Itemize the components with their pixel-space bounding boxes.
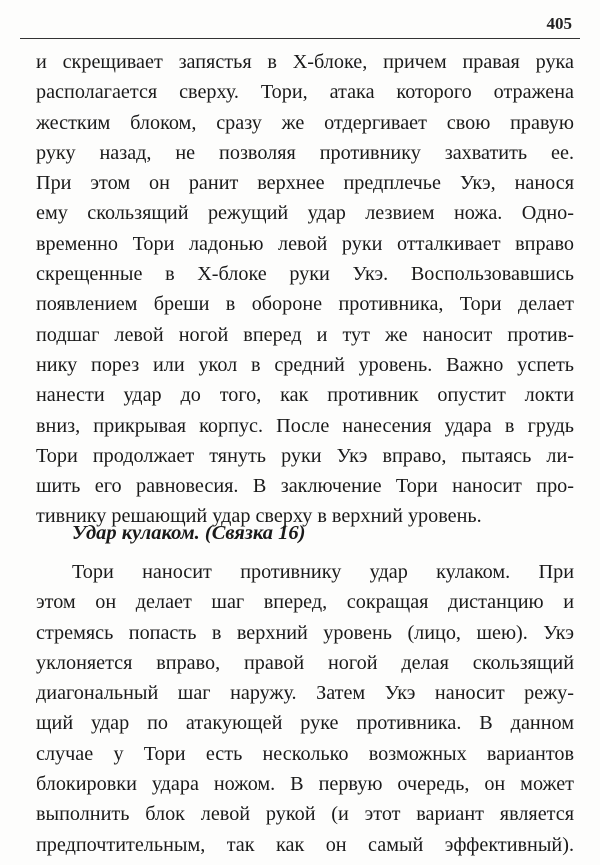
- text-line: стремясь попасть в верхний уровень (лицо, шею). Укэ: [36, 621, 574, 644]
- paragraph-punch: [36, 557, 574, 860]
- text-line: щий удар по атакующей руке противника. В данном: [36, 712, 574, 735]
- text-line: При этом он ранит верхнее предплечье Укэ, нанося: [36, 172, 574, 195]
- text-line: руку назад, не позволяя противнику захватить ее.: [36, 141, 574, 164]
- text-line: ему скользящий режущий удар лезвием ножа. Одно-: [36, 202, 574, 225]
- text-line: тивнику решающий удар сверху в верхний уровень.: [36, 505, 482, 528]
- text-line: жестким блоком, сразу же отдергивает свою правую: [36, 111, 574, 134]
- text-line: скрещенные в Х-блоке руки Укэ. Воспользовавшись: [36, 263, 574, 286]
- page-number: 405: [546, 14, 572, 33]
- text-line: подшаг левой ногой вперед и тут же наносит против-: [36, 323, 574, 346]
- text-line: уклоняется вправо, правой ногой делая скользящий: [36, 651, 574, 674]
- text-line: и скрещивает запястья в Х-блоке, причем правая рука: [36, 51, 574, 73]
- text-line: этом он делает шаг вперед, сокращая дистанцию и: [36, 591, 574, 614]
- page-header: [20, 8, 580, 39]
- text-line: выполнить блок левой рукой (и этот вариант является: [36, 803, 574, 826]
- text-line: случае у Тори есть несколько возможных вариантов: [36, 742, 574, 765]
- text-line: появлением бреши в обороне противника, Тори делает: [36, 293, 574, 316]
- text-line: вниз, прикрывая корпус. После нанесения удара в грудь: [36, 414, 574, 437]
- paragraph-knife-defense: [36, 47, 574, 532]
- text-line: нику порез или укол в средний уровень. Важно успеть: [36, 353, 574, 376]
- text-line: Тори продолжает тянуть руки Укэ вправо, пытаясь ли-: [36, 444, 574, 467]
- section-heading: Удар кулаком. (Связка 16): [72, 522, 306, 544]
- text-line: предпочтительным, так как он самый эффективный).: [36, 833, 574, 856]
- text-line: шить его равновесия. В заключение Тори наносит про-: [36, 475, 574, 498]
- text-line: Тори наносит противнику удар кулаком. При: [72, 561, 574, 583]
- text-line: располагается сверху. Тори, атака которого отражена: [36, 81, 574, 104]
- text-line: диагональный шаг наружу. Затем Укэ наносит режу-: [36, 682, 574, 705]
- text-line: нанести удар до того, как противник опустит локти: [36, 384, 574, 407]
- text-line: блокировки удара ножом. В первую очередь, он может: [36, 773, 574, 796]
- text-line: временно Тори ладонью левой руки отталкивает вправо: [36, 232, 574, 255]
